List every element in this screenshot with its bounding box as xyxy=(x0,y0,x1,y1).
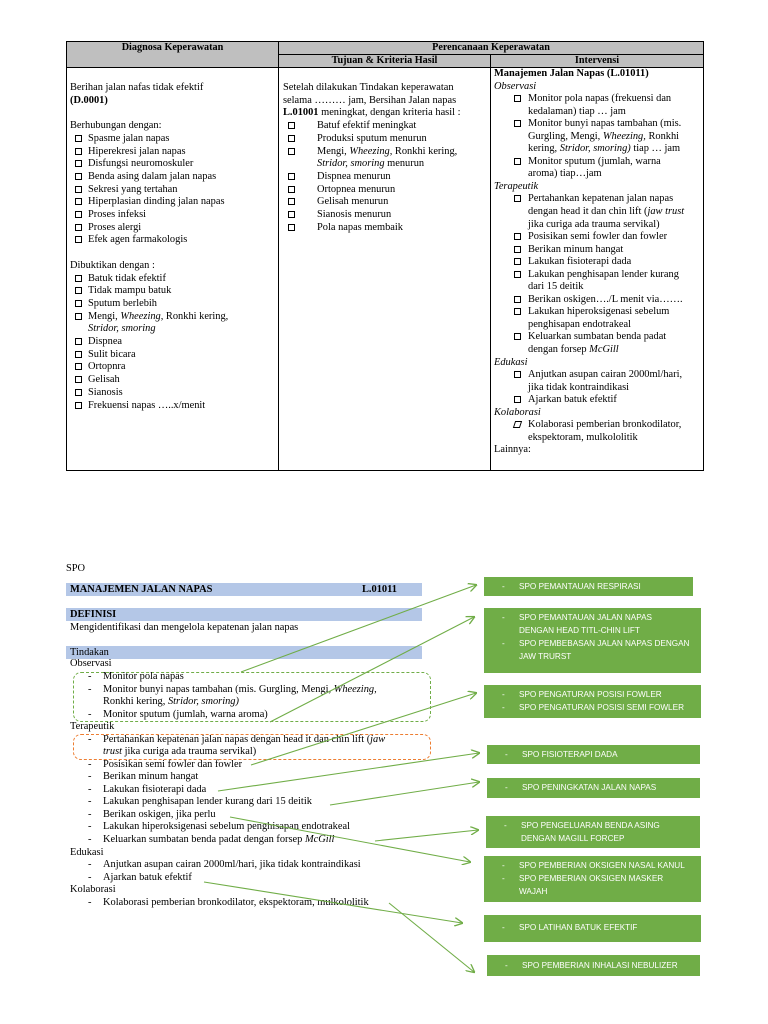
outcome-intro-2: selama ……… jam, Bersihan Jalan napas xyxy=(283,94,457,106)
spo-edukasi-label: Edukasi xyxy=(70,847,104,858)
edukasi-label: Edukasi xyxy=(494,356,528,368)
evidence-item: Tidak mampu batuk xyxy=(70,285,275,298)
spo-box-pemantauan-respirasi[interactable]: - SPO PEMANTAUAN RESPIRASI xyxy=(484,577,693,596)
spo-item: Lakukan fisioterapi dada xyxy=(103,784,207,795)
intervention-item: Posisikan semi fowler dan fowler xyxy=(494,231,700,244)
criteria-item: Batuf efektif meningkat xyxy=(283,120,487,133)
intervention-item: Lakukan fisioterapi dada xyxy=(494,256,700,269)
tindakan-label: Tindakan xyxy=(70,647,109,658)
header-diagnosa: Diagnosa Keperawatan xyxy=(67,42,279,68)
intervention-item: Ajarkan batuk efektif xyxy=(494,394,700,407)
tindakan-bar xyxy=(66,646,422,659)
related-item: Disfungsi neuromoskuler xyxy=(70,158,275,171)
kolaborasi-label: Kolaborasi xyxy=(494,406,541,418)
intervention-cell xyxy=(491,68,704,471)
spo-label: SPO xyxy=(66,563,86,574)
evidence-label: Dibuktikan dengan : xyxy=(70,259,155,271)
related-item: Hiperplasian dinding jalan napas xyxy=(70,196,275,209)
criteria-item: Mengi, Wheezing, Ronkhi kering, Stridor, smoring menurun xyxy=(283,146,487,171)
spo-item: Kolaborasi pemberian bronkodilator, ekspektoram, mulkololitik xyxy=(103,897,369,908)
criteria-item: Sianosis menurun xyxy=(283,209,487,222)
spo-item: Monitor bunyi napas tambahan (mis. Gurgling, Mengi, Wheezing, Ronkhi kering, Stridor, smoring) xyxy=(103,684,377,708)
spo-item: Berikan minum hangat xyxy=(103,771,199,782)
definisi-bar xyxy=(66,608,422,621)
lainnya-label: Lainnya: xyxy=(494,444,531,456)
spo-item: Posisikan semi fowler dan fowler xyxy=(103,759,243,770)
outcome-intro-3: L.01001 meningkat, dengan kriteria hasil : xyxy=(283,107,461,119)
intervention-item: Monitor pola napas (frekuensi dan kedalaman) tiap … jam xyxy=(494,93,700,118)
related-label: Berhubungan dengan: xyxy=(70,120,162,132)
diagnosis-cell xyxy=(67,68,279,471)
related-item: Efek agen farmakologis xyxy=(70,234,275,247)
evidence-item: Ortopnra xyxy=(70,361,275,374)
evidence-item: Frekuensi napas …..x/menit xyxy=(70,400,275,413)
definisi-title: DEFINISI xyxy=(70,609,117,620)
header-intervensi: Intervensi xyxy=(491,55,704,68)
outcome-intro-1: Setelah dilakukan Tindakan keperawatan xyxy=(283,82,454,93)
spo-terapeutik-label: Terapeutik xyxy=(70,721,115,732)
observasi-label: Observasi xyxy=(494,80,537,92)
spo-item: Ajarkan batuk efektif xyxy=(103,872,192,883)
spo-item: Anjutkan asupan cairan 2000ml/hari, jika tidak kontraindikasi xyxy=(103,859,361,870)
spo-kolaborasi-label: Kolaborasi xyxy=(70,884,116,895)
care-plan-table xyxy=(66,41,704,471)
intervention-title: Manajemen Jalan Napas (L.01011) xyxy=(494,68,649,79)
spo-item: Lakukan penghisapan lender kurang dari 15 deitik xyxy=(103,796,312,807)
arrow-5 xyxy=(330,782,479,805)
spo-code: L.01011 xyxy=(362,584,397,595)
evidence-item: Sputum berlebih xyxy=(70,298,275,311)
spo-box-benda-asing[interactable]: - SPO PENGELUARAN BENDA ASING DENGAN MAGILL FORCEP xyxy=(486,816,700,848)
evidence-item: Mengi, Wheezing, Ronkhi kering, Stridor, smoring xyxy=(70,311,275,336)
arrow-6 xyxy=(375,830,478,841)
related-item: Sekresi yang tertahan xyxy=(70,184,275,197)
spo-box-batuk[interactable]: - SPO LATIHAN BATUK EFEKTIF xyxy=(484,915,701,942)
intervention-item: Lakukan penghisapan lender kurang dari 15 deitik xyxy=(494,269,700,294)
criteria-item: Gelisah menurun xyxy=(283,196,487,209)
evidence-item: Batuk tidak efektif xyxy=(70,273,275,286)
spo-item: Lakukan hiperoksigenasi sebelum penghisapan endotrakeal xyxy=(103,821,350,832)
intervention-item: Anjutkan asupan cairan 2000ml/hari, jika tidak kontraindikasi xyxy=(494,369,700,394)
spo-box-fisioterapi[interactable]: - SPO FISIOTERAPI DADA xyxy=(487,745,700,764)
criteria-item: Dispnea menurun xyxy=(283,171,487,184)
outcome-cell xyxy=(279,68,491,471)
arrow-9 xyxy=(389,903,474,972)
spo-item: Keluarkan sumbatan benda padat dengan forsep McGill xyxy=(103,834,335,845)
evidence-item: Dispnea xyxy=(70,336,275,349)
evidence-item: Gelisah xyxy=(70,374,275,387)
diagnosis-code: (D.0001) xyxy=(70,94,108,106)
related-item: Proses infeksi xyxy=(70,209,275,222)
spo-item: Berikan oskigen, jika perlu xyxy=(103,809,216,820)
evidence-item: Sulit bicara xyxy=(70,349,275,362)
criteria-item: Ortopnea menurun xyxy=(283,184,487,197)
related-item: Benda asing dalam jalan napas xyxy=(70,171,275,184)
spo-box-oksigen[interactable]: - SPO PEMBERIAN OKSIGEN NASAL KANUL - SPO PEMBERIAN OKSIGEN MASKER WAJAH xyxy=(484,856,701,902)
diagnosis-text: Berihan jalan nafas tidak efektif xyxy=(70,82,204,93)
definisi-text: Mengidentifikasi dan mengelola kepatenan jalan napas xyxy=(70,622,299,633)
related-item: Proses alergi xyxy=(70,222,275,235)
spo-box-jalan-napas[interactable]: - SPO PEMANTAUAN JALAN NAPAS DENGAN HEAD TITL-CHIN LIFT - SPO PEMBEBASAN JALAN NAPAS DENGAN JAW TRURST xyxy=(484,608,701,673)
spo-item: Monitor sputum (jumlah, warna aroma) xyxy=(103,709,268,720)
header-perencanaan: Perencanaan Keperawatan xyxy=(279,42,704,55)
intervention-item: Monitor sputum (jumlah, warna aroma) tiap…jam xyxy=(494,156,700,181)
intervention-item: Monitor bunyi napas tambahan (mis. Gurgling, Mengi, Wheezing, Ronkhi kering, Stridor, smoring) tiap … jam xyxy=(494,118,700,156)
intervention-item: Berikan oskigen…./L menit via……. xyxy=(494,294,700,307)
spo-box-posisi[interactable]: - SPO PENGATURAN POSISI FOWLER - SPO PENGATURAN POSISI SEMI FOWLER xyxy=(484,685,701,718)
criteria-item: Pola napas membaik xyxy=(283,222,487,235)
related-item: Spasme jalan napas xyxy=(70,133,275,146)
intervention-item: Berikan minum hangat xyxy=(494,244,700,257)
spo-box-nebulizer[interactable]: - SPO PEMBERIAN INHALASI NEBULIZER xyxy=(487,955,700,976)
intervention-item: Pertahankan kepatenan jalan napas dengan head it dan chin lift (jaw trust jika curiga ada trauma servikal) xyxy=(494,193,700,231)
spo-item: Pertahankan kepatenan jalan napas dengan head it dan chin lift (jaw trust jika curiga ada trauma servikal) xyxy=(103,734,386,758)
criteria-item: Produksi sputum menurun xyxy=(283,133,487,146)
intervention-item: Keluarkan sumbatan benda padat dengan forsep McGill xyxy=(494,331,700,356)
spo-item: Monitor pola napas xyxy=(103,671,184,682)
header-tujuan: Tujuan & Kriteria Hasil xyxy=(279,55,491,68)
related-item: Hiperekresi jalan napas xyxy=(70,146,275,159)
evidence-item: Sianosis xyxy=(70,387,275,400)
spo-title: MANAJEMEN JALAN NAPAS xyxy=(70,584,213,595)
intervention-item: Lakukan hiperoksigenasi sebelum penghisapan endotrakeal xyxy=(494,306,700,331)
terapeutik-label: Terapeutik xyxy=(494,180,539,192)
spo-box-peningkatan[interactable]: - SPO PENINGKATAN JALAN NAPAS xyxy=(487,778,700,798)
spo-observasi-label: Observasi xyxy=(70,658,112,669)
intervention-item: Kolaborasi pemberian bronkodilator, ekspektoram, mulkololitik xyxy=(494,419,700,444)
